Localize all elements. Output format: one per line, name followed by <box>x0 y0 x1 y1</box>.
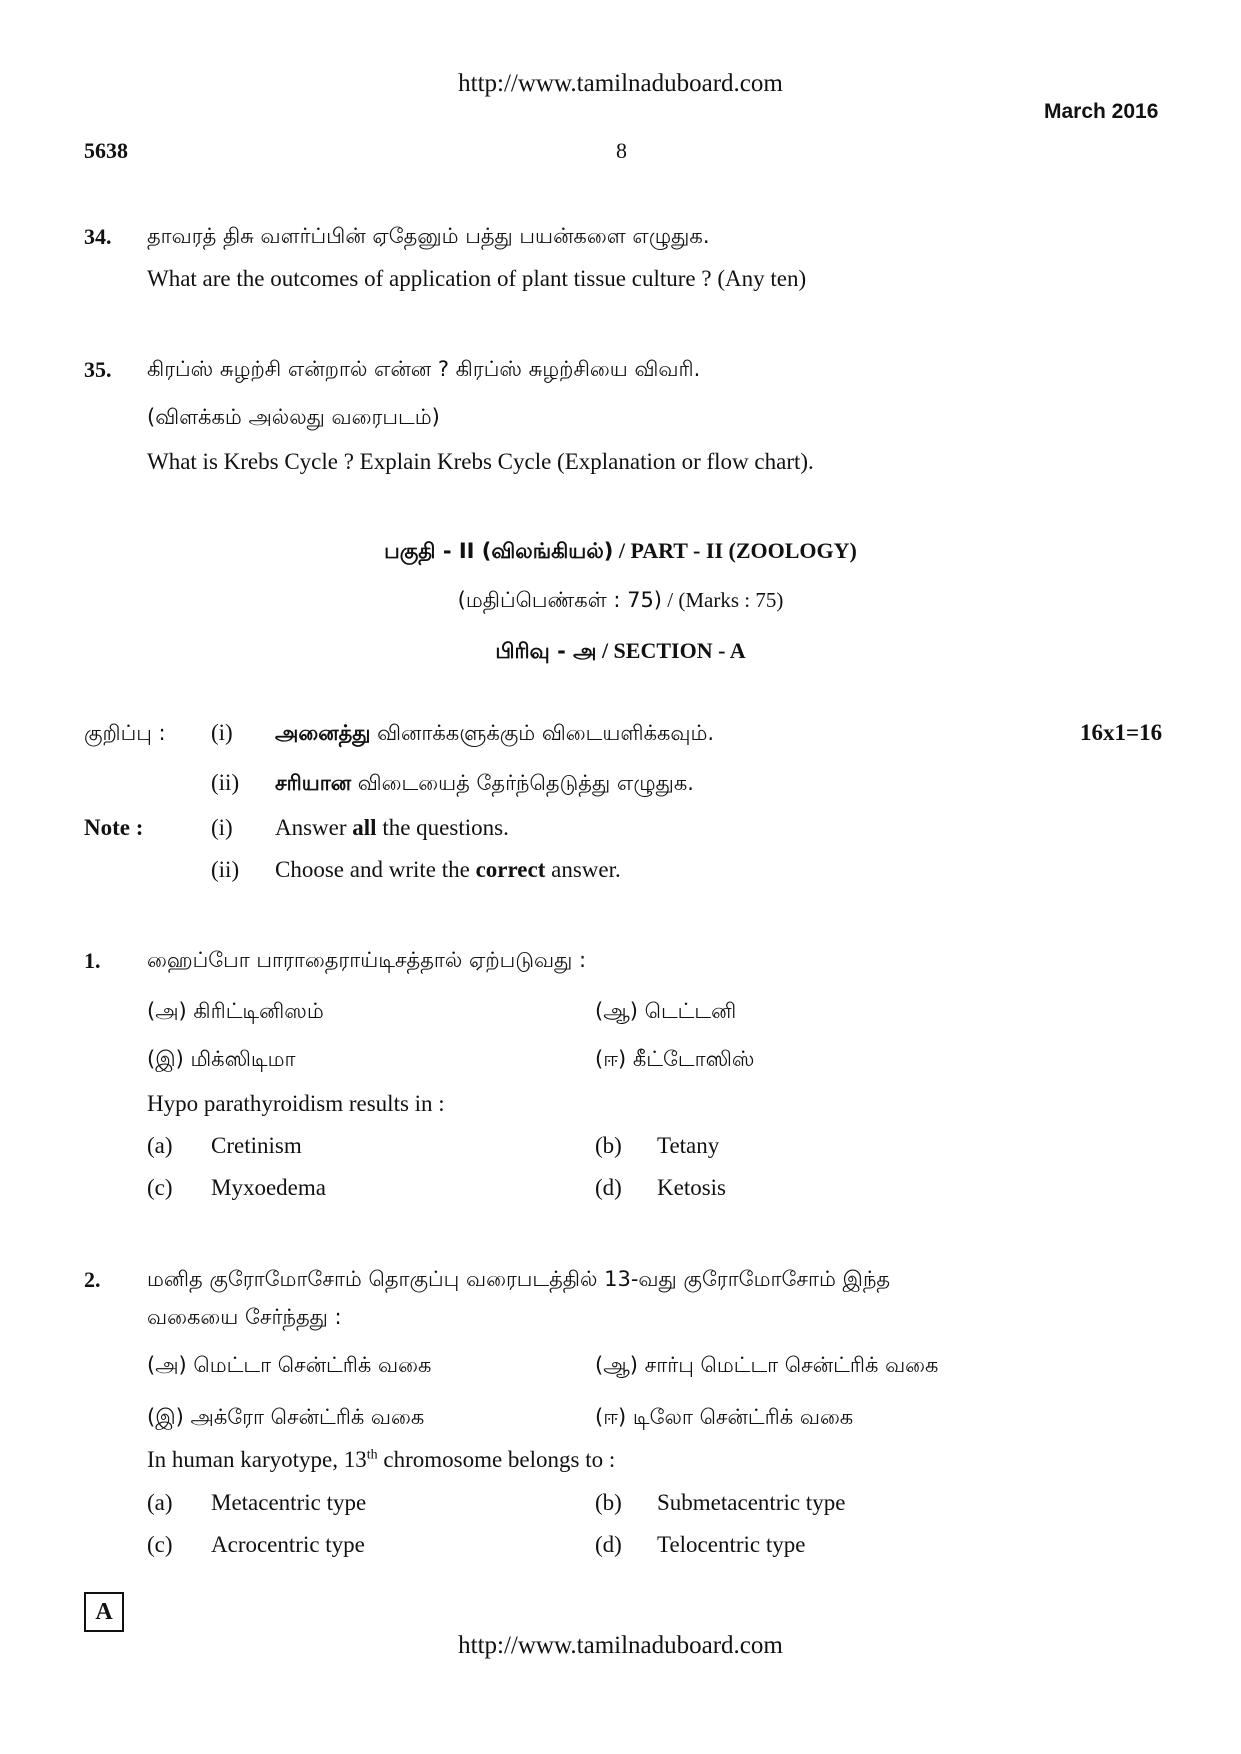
marks-heading-tamil: (மதிப்பெண்கள் : 75) <box>457 588 662 612</box>
note-index: (i) <box>211 720 233 745</box>
section-heading <box>0 638 1241 666</box>
option-label-a: (a) <box>147 1490 173 1515</box>
note-english-i <box>275 815 509 841</box>
question-tamil-line2: வகையை சேர்ந்தது : <box>147 1305 342 1329</box>
option-label-c: (c) <box>147 1175 173 1200</box>
part-heading <box>0 538 1241 566</box>
tamil-option-b: (ஆ) டெட்டனி <box>595 999 737 1023</box>
question-english: What are the outcomes of application of plant tissue culture ? (Any ten) <box>147 266 807 291</box>
question-tamil: கிரப்ஸ் சுழற்சி என்றால் என்ன ? கிரப்ஸ் சுழற்சியை விவரி. <box>147 357 701 381</box>
question-tamil: ஹைப்போ பாராதைராய்டிசத்தால் ஏற்படுவது : <box>147 948 587 972</box>
note-index: (ii) <box>211 770 240 795</box>
question-english-pre: In human karyotype, 13 <box>147 1447 367 1472</box>
question-english: Hypo parathyroidism results in : <box>147 1091 445 1116</box>
question-english: What is Krebs Cycle ? Explain Krebs Cycle (Explanation or flow chart). <box>147 449 814 474</box>
note-english-i-bold: all <box>352 815 377 840</box>
tamil-option-d: (ஈ) டிலோ சென்ட்ரிக் வகை <box>595 1405 854 1429</box>
question-tamil-line2: (விளக்கம் அல்லது வரைபடம்) <box>147 405 440 429</box>
option-b: Tetany <box>657 1133 720 1158</box>
question-tamil: தாவரத் திசு வளர்ப்பின் ஏதேனும் பத்து பயன்களை எழுதுக. <box>147 224 710 248</box>
question-number: 34. <box>84 224 112 249</box>
marks-heading-english: / (Marks : 75) <box>662 588 784 612</box>
question-number: 35. <box>84 357 112 382</box>
tamil-option-b: (ஆ) சார்பு மெட்டா சென்ட்ரிக் வகை <box>595 1353 939 1377</box>
note-english-ii <box>275 857 621 883</box>
option-c: Acrocentric type <box>211 1532 365 1557</box>
note-index: (i) <box>211 815 233 840</box>
note-english-ii-post: answer. <box>545 857 621 882</box>
note-tamil-ii-bold: சரியான <box>275 771 352 795</box>
part-heading-tamil: பகுதி - II (விலங்கியல்) <box>384 539 614 563</box>
tamil-option-d: (ஈ) கீட்டோஸிஸ் <box>595 1047 755 1071</box>
option-label-b: (b) <box>595 1490 622 1515</box>
note-english-i-post: the questions. <box>376 815 509 840</box>
question-english-sup: th <box>366 1447 378 1463</box>
option-label-a: (a) <box>147 1133 173 1158</box>
note-english-i-pre: Answer <box>275 815 353 840</box>
note-label-tamil: குறிப்பு : <box>84 721 166 745</box>
option-d: Ketosis <box>657 1175 726 1200</box>
footer-url: http://www.tamilnaduboard.com <box>458 1632 783 1659</box>
tamil-option-c: (இ) அக்ரோ சென்ட்ரிக் வகை <box>147 1405 425 1429</box>
question-english-post: chromosome belongs to : <box>377 1447 616 1472</box>
note-tamil-i <box>275 721 714 748</box>
page-number: 8 <box>616 138 627 163</box>
tamil-option-a: (அ) கிரிட்டினிஸம் <box>147 999 324 1023</box>
option-label-b: (b) <box>595 1133 622 1158</box>
option-label-c: (c) <box>147 1532 173 1557</box>
question-number: 2. <box>84 1267 101 1292</box>
section-marks: 16x1=16 <box>1080 720 1163 745</box>
note-label-english: Note : <box>84 815 144 840</box>
header-url: http://www.tamilnaduboard.com <box>458 70 783 97</box>
exam-date: March 2016 <box>1044 100 1159 123</box>
series-letter-box: A <box>84 1592 124 1632</box>
option-d: Telocentric type <box>657 1532 806 1557</box>
note-tamil-i-text: வினாக்களுக்கும் விடையளிக்கவும். <box>370 721 715 745</box>
note-index: (ii) <box>211 857 240 882</box>
section-heading-tamil: பிரிவு - அ <box>495 639 597 663</box>
question-english <box>147 1447 615 1473</box>
section-heading-english: / SECTION - A <box>596 638 746 663</box>
question-tamil: மனித குரோமோசோம் தொகுப்பு வரைபடத்தில் 13-வது குரோமோசோம் இந்த <box>147 1267 891 1291</box>
option-label-d: (d) <box>595 1175 622 1200</box>
note-tamil-ii <box>275 771 694 798</box>
note-english-ii-pre: Choose and write the <box>275 857 476 882</box>
marks-heading <box>0 588 1241 615</box>
note-tamil-ii-text: விடையைத் தேர்ந்தெடுத்து எழுதுக. <box>351 771 694 795</box>
note-english-ii-bold: correct <box>475 857 546 882</box>
note-tamil-i-bold: அனைத்து <box>275 721 371 745</box>
option-c: Myxoedema <box>211 1175 326 1200</box>
tamil-option-a: (அ) மெட்டா சென்ட்ரிக் வகை <box>147 1353 432 1377</box>
option-a: Metacentric type <box>211 1490 367 1515</box>
option-b: Submetacentric type <box>657 1490 846 1515</box>
option-a: Cretinism <box>211 1133 302 1158</box>
part-heading-english: / PART - II (ZOOLOGY) <box>613 538 857 563</box>
option-label-d: (d) <box>595 1532 622 1557</box>
question-number: 1. <box>84 948 101 973</box>
paper-code: 5638 <box>84 138 128 163</box>
tamil-option-c: (இ) மிக்ஸிடிமா <box>147 1047 296 1071</box>
